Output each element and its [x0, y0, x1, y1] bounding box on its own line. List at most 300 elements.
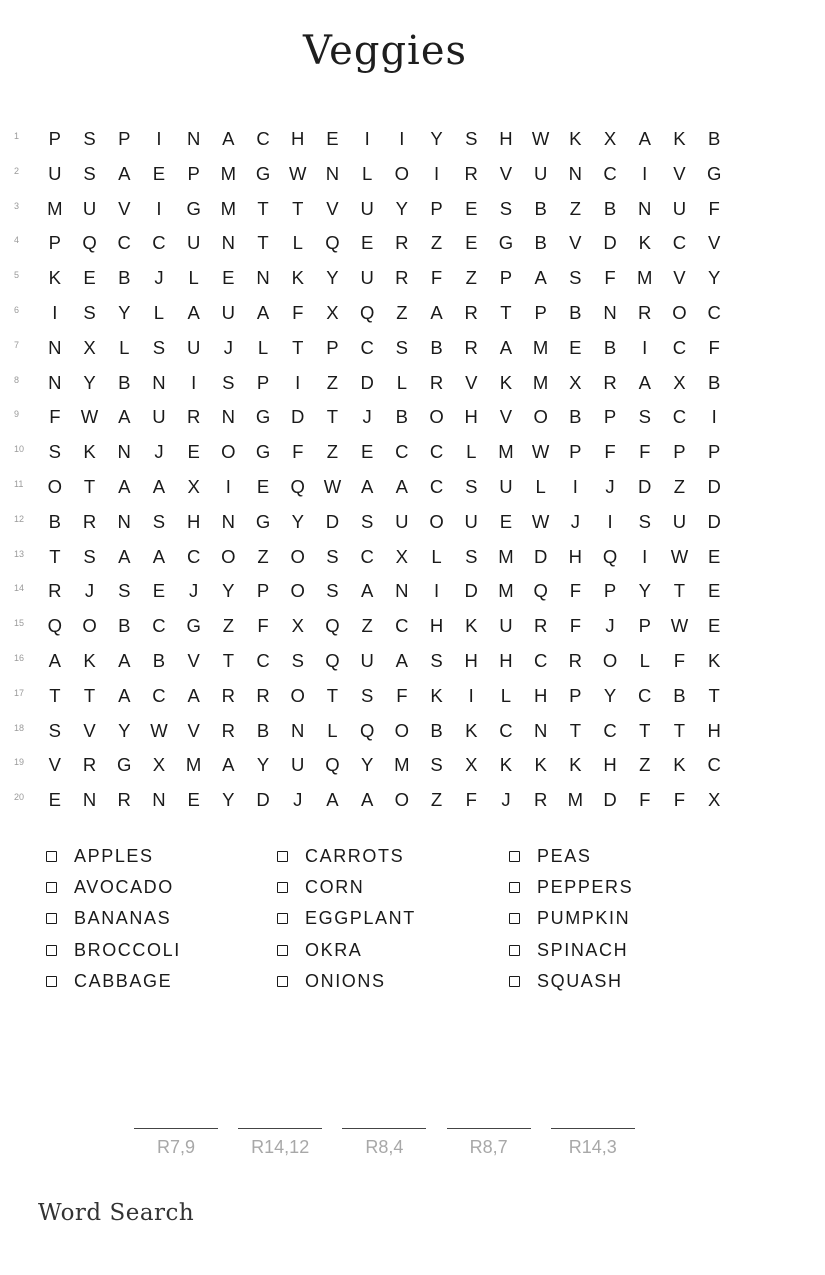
grid-letter[interactable]: B: [118, 267, 131, 289]
grid-letter[interactable]: T: [708, 684, 720, 706]
grid-letter[interactable]: V: [707, 232, 721, 254]
grid-letter[interactable]: S: [152, 510, 166, 532]
grid-letter[interactable]: L: [466, 441, 477, 463]
word-checkbox[interactable]: [509, 976, 520, 987]
grid-letter[interactable]: P: [326, 336, 339, 358]
grid-letter[interactable]: X: [395, 545, 409, 567]
grid-letter[interactable]: Y: [222, 580, 235, 602]
grid-letter[interactable]: E: [152, 580, 166, 602]
grid-letter[interactable]: A: [360, 476, 374, 497]
grid-letter[interactable]: R: [82, 510, 97, 532]
grid-letter[interactable]: S: [499, 197, 513, 219]
grid-letter[interactable]: P: [256, 580, 270, 602]
grid-letter[interactable]: A: [187, 684, 200, 706]
grid-letter[interactable]: M: [532, 371, 549, 393]
grid-letter[interactable]: B: [430, 719, 443, 741]
grid-letter[interactable]: E: [360, 441, 374, 463]
grid-letter[interactable]: G: [255, 510, 271, 532]
word-checkbox[interactable]: [509, 882, 520, 893]
grid-letter[interactable]: B: [569, 302, 582, 323]
grid-letter[interactable]: U: [464, 510, 478, 532]
grid-letter[interactable]: V: [499, 406, 513, 428]
grid-letter[interactable]: K: [673, 754, 686, 776]
grid-letter[interactable]: T: [257, 197, 269, 219]
grid-letter[interactable]: G: [117, 754, 132, 776]
grid-letter[interactable]: A: [222, 754, 235, 776]
grid-letter[interactable]: W: [80, 406, 99, 428]
grid-letter[interactable]: B: [673, 684, 686, 706]
grid-letter[interactable]: X: [291, 615, 304, 637]
grid-letter[interactable]: U: [672, 197, 687, 219]
grid-letter[interactable]: W: [531, 128, 550, 149]
grid-letter[interactable]: C: [256, 650, 270, 671]
grid-letter[interactable]: U: [221, 302, 236, 323]
grid-letter[interactable]: A: [222, 128, 235, 149]
grid-letter[interactable]: S: [83, 162, 96, 184]
grid-letter[interactable]: Z: [465, 267, 477, 289]
grid-letter[interactable]: X: [707, 789, 721, 811]
grid-letter[interactable]: B: [569, 406, 582, 428]
grid-letter[interactable]: V: [118, 197, 131, 219]
grid-letter[interactable]: L: [639, 650, 650, 671]
grid-letter[interactable]: M: [394, 754, 410, 776]
grid-letter[interactable]: X: [569, 371, 582, 393]
grid-letter[interactable]: U: [533, 162, 548, 184]
grid-letter[interactable]: C: [395, 615, 409, 637]
grid-letter[interactable]: P: [569, 441, 582, 463]
grid-letter[interactable]: N: [152, 789, 166, 811]
grid-letter[interactable]: O: [82, 615, 97, 637]
grid-letter[interactable]: U: [48, 162, 62, 184]
grid-letter[interactable]: W: [289, 162, 307, 184]
grid-letter[interactable]: U: [152, 406, 166, 428]
grid-letter[interactable]: M: [47, 197, 63, 219]
grid-letter[interactable]: P: [707, 441, 721, 463]
grid-letter[interactable]: F: [430, 267, 443, 289]
grid-letter[interactable]: C: [395, 441, 409, 463]
grid-letter[interactable]: U: [360, 197, 374, 219]
grid-letter[interactable]: Q: [325, 650, 340, 671]
grid-letter[interactable]: W: [670, 545, 689, 567]
grid-letter[interactable]: L: [396, 371, 407, 393]
grid-letter[interactable]: S: [430, 754, 443, 776]
grid-letter[interactable]: W: [323, 476, 342, 497]
grid-letter[interactable]: V: [326, 197, 339, 219]
grid-letter[interactable]: Z: [326, 441, 339, 463]
grid-letter[interactable]: T: [83, 476, 96, 497]
grid-letter[interactable]: C: [429, 441, 444, 463]
grid-letter[interactable]: F: [604, 267, 616, 289]
answer-blank[interactable]: [551, 1128, 635, 1158]
grid-letter[interactable]: A: [152, 476, 166, 497]
word-checkbox[interactable]: [277, 851, 288, 862]
grid-letter[interactable]: D: [638, 476, 652, 497]
grid-letter[interactable]: R: [603, 371, 617, 393]
grid-letter[interactable]: C: [152, 232, 166, 254]
grid-letter[interactable]: F: [708, 197, 720, 219]
grid-letter[interactable]: O: [290, 545, 305, 567]
grid-letter[interactable]: J: [154, 267, 164, 289]
grid-letter[interactable]: I: [156, 197, 162, 219]
grid-letter[interactable]: R: [221, 684, 236, 706]
grid-letter[interactable]: X: [673, 371, 686, 393]
grid-letter[interactable]: E: [326, 128, 339, 149]
grid-letter[interactable]: E: [187, 789, 200, 811]
grid-letter[interactable]: N: [186, 128, 201, 149]
grid-letter[interactable]: K: [83, 650, 96, 671]
grid-letter[interactable]: I: [433, 580, 440, 602]
grid-letter[interactable]: B: [395, 406, 409, 428]
word-checkbox[interactable]: [46, 913, 57, 924]
grid-letter[interactable]: E: [499, 510, 513, 532]
grid-letter[interactable]: J: [501, 789, 511, 811]
answer-blank[interactable]: [447, 1128, 531, 1158]
grid-letter[interactable]: Z: [673, 476, 686, 497]
grid-letter[interactable]: S: [360, 510, 374, 532]
grid-letter[interactable]: U: [499, 615, 513, 637]
grid-letter[interactable]: C: [429, 476, 444, 497]
grid-letter[interactable]: K: [499, 371, 513, 393]
grid-letter[interactable]: M: [220, 197, 237, 219]
grid-letter[interactable]: S: [83, 545, 96, 567]
grid-letter[interactable]: X: [603, 128, 617, 149]
grid-letter[interactable]: A: [118, 476, 131, 497]
grid-letter[interactable]: R: [117, 789, 131, 811]
grid-letter[interactable]: A: [118, 650, 131, 671]
grid-letter[interactable]: X: [83, 336, 96, 358]
grid-letter[interactable]: U: [395, 510, 409, 532]
grid-letter[interactable]: O: [394, 162, 410, 184]
grid-letter[interactable]: N: [603, 302, 617, 323]
grid-letter[interactable]: A: [360, 789, 374, 811]
grid-letter[interactable]: W: [670, 615, 689, 637]
grid-letter[interactable]: F: [49, 406, 61, 428]
grid-letter[interactable]: E: [707, 580, 721, 602]
grid-letter[interactable]: Q: [82, 232, 97, 254]
word-checkbox[interactable]: [46, 882, 57, 893]
grid-letter[interactable]: F: [292, 441, 304, 463]
grid-letter[interactable]: H: [603, 754, 617, 776]
grid-letter[interactable]: Y: [395, 197, 409, 219]
grid-letter[interactable]: Y: [430, 128, 443, 149]
grid-letter[interactable]: H: [707, 719, 721, 741]
grid-letter[interactable]: I: [468, 684, 474, 706]
word-checkbox[interactable]: [46, 851, 57, 862]
grid-letter[interactable]: U: [360, 267, 374, 289]
grid-letter[interactable]: Y: [291, 510, 304, 532]
grid-letter[interactable]: I: [52, 302, 58, 323]
grid-letter[interactable]: I: [156, 128, 162, 149]
grid-letter[interactable]: U: [82, 197, 97, 219]
grid-letter[interactable]: F: [569, 615, 581, 637]
grid-letter[interactable]: D: [291, 406, 305, 428]
grid-letter[interactable]: R: [533, 789, 548, 811]
grid-letter[interactable]: X: [465, 754, 478, 776]
grid-letter[interactable]: T: [49, 545, 61, 567]
grid-letter[interactable]: K: [430, 684, 443, 706]
grid-letter[interactable]: N: [638, 197, 652, 219]
grid-letter[interactable]: P: [499, 267, 513, 289]
grid-letter[interactable]: Q: [47, 615, 63, 637]
grid-letter[interactable]: I: [225, 476, 231, 497]
grid-letter[interactable]: B: [534, 232, 547, 254]
grid-letter[interactable]: X: [187, 476, 200, 497]
grid-letter[interactable]: S: [638, 406, 651, 428]
grid-letter[interactable]: U: [291, 754, 305, 776]
grid-letter[interactable]: P: [48, 128, 62, 149]
grid-letter[interactable]: J: [84, 580, 95, 602]
grid-letter[interactable]: S: [430, 650, 443, 671]
grid-letter[interactable]: L: [119, 336, 130, 358]
grid-letter[interactable]: Q: [359, 302, 375, 323]
grid-letter[interactable]: S: [465, 128, 478, 149]
grid-letter[interactable]: T: [222, 650, 234, 671]
grid-letter[interactable]: P: [603, 580, 617, 602]
grid-letter[interactable]: V: [673, 267, 686, 289]
grid-letter[interactable]: N: [221, 510, 236, 532]
grid-letter[interactable]: R: [464, 162, 478, 184]
grid-letter[interactable]: G: [255, 162, 271, 184]
grid-letter[interactable]: I: [607, 510, 613, 532]
grid-letter[interactable]: F: [292, 302, 304, 323]
word-checkbox[interactable]: [277, 976, 288, 987]
grid-letter[interactable]: A: [638, 128, 651, 149]
word-checkbox[interactable]: [509, 913, 520, 924]
grid-letter[interactable]: B: [603, 336, 617, 358]
grid-letter[interactable]: R: [395, 232, 409, 254]
grid-letter[interactable]: O: [394, 789, 410, 811]
grid-letter[interactable]: F: [639, 441, 651, 463]
grid-letter[interactable]: Z: [639, 754, 651, 776]
grid-letter[interactable]: M: [185, 754, 202, 776]
grid-letter[interactable]: H: [568, 545, 583, 567]
grid-letter[interactable]: K: [569, 754, 582, 776]
grid-letter[interactable]: J: [605, 615, 615, 637]
grid-letter[interactable]: C: [603, 162, 617, 184]
grid-letter[interactable]: P: [673, 441, 686, 463]
grid-letter[interactable]: S: [326, 545, 339, 567]
grid-letter[interactable]: Q: [325, 232, 340, 254]
grid-letter[interactable]: A: [326, 789, 339, 811]
grid-letter[interactable]: I: [642, 545, 648, 567]
grid-letter[interactable]: O: [47, 476, 63, 497]
grid-letter[interactable]: N: [152, 371, 166, 393]
grid-letter[interactable]: B: [152, 650, 166, 671]
grid-letter[interactable]: K: [465, 719, 478, 741]
grid-letter[interactable]: S: [638, 510, 651, 532]
grid-letter[interactable]: A: [118, 406, 131, 428]
grid-letter[interactable]: H: [429, 615, 444, 637]
grid-letter[interactable]: R: [568, 650, 583, 671]
grid-letter[interactable]: Q: [359, 719, 375, 741]
grid-letter[interactable]: Z: [222, 615, 234, 637]
grid-letter[interactable]: B: [48, 510, 62, 532]
grid-letter[interactable]: N: [221, 232, 236, 254]
grid-letter[interactable]: O: [290, 580, 305, 602]
grid-letter[interactable]: W: [150, 719, 168, 741]
grid-letter[interactable]: M: [498, 580, 514, 602]
grid-letter[interactable]: R: [464, 302, 478, 323]
grid-letter[interactable]: H: [464, 406, 478, 428]
grid-letter[interactable]: F: [569, 580, 581, 602]
grid-letter[interactable]: Q: [533, 580, 548, 602]
grid-letter[interactable]: S: [326, 580, 339, 602]
grid-letter[interactable]: A: [187, 302, 200, 323]
grid-letter[interactable]: S: [291, 650, 304, 671]
grid-letter[interactable]: I: [364, 128, 370, 149]
grid-letter[interactable]: O: [221, 545, 236, 567]
grid-letter[interactable]: D: [707, 476, 721, 497]
grid-letter[interactable]: C: [672, 406, 687, 428]
grid-letter[interactable]: D: [603, 232, 617, 254]
grid-letter[interactable]: G: [255, 406, 271, 428]
grid-letter[interactable]: R: [186, 406, 201, 428]
grid-letter[interactable]: C: [186, 545, 201, 567]
grid-letter[interactable]: T: [292, 197, 304, 219]
grid-letter[interactable]: B: [118, 615, 131, 637]
grid-letter[interactable]: G: [255, 441, 271, 463]
grid-letter[interactable]: H: [464, 650, 478, 671]
grid-letter[interactable]: O: [429, 510, 444, 532]
grid-letter[interactable]: C: [360, 545, 374, 567]
grid-letter[interactable]: Z: [326, 371, 339, 393]
grid-letter[interactable]: I: [642, 162, 648, 184]
grid-letter[interactable]: F: [604, 441, 616, 463]
grid-letter[interactable]: E: [707, 545, 721, 567]
grid-letter[interactable]: K: [534, 754, 547, 776]
grid-letter[interactable]: L: [535, 476, 546, 497]
grid-letter[interactable]: O: [672, 302, 687, 323]
grid-letter[interactable]: V: [499, 162, 513, 184]
grid-letter[interactable]: N: [48, 371, 62, 393]
grid-letter[interactable]: K: [569, 128, 582, 149]
grid-letter[interactable]: V: [569, 232, 582, 254]
grid-letter[interactable]: Y: [118, 719, 131, 741]
grid-letter[interactable]: M: [498, 545, 514, 567]
grid-letter[interactable]: S: [83, 302, 96, 323]
grid-letter[interactable]: S: [569, 267, 582, 289]
grid-letter[interactable]: T: [673, 580, 686, 602]
grid-letter[interactable]: C: [672, 336, 687, 358]
grid-letter[interactable]: S: [465, 476, 478, 497]
grid-letter[interactable]: A: [499, 336, 513, 358]
grid-letter[interactable]: Q: [325, 754, 340, 776]
grid-letter[interactable]: B: [256, 719, 270, 741]
grid-letter[interactable]: L: [327, 719, 338, 741]
grid-letter[interactable]: V: [673, 162, 686, 184]
grid-letter[interactable]: F: [465, 789, 477, 811]
grid-letter[interactable]: F: [673, 789, 686, 811]
grid-letter[interactable]: I: [433, 162, 440, 184]
grid-letter[interactable]: B: [707, 128, 721, 149]
grid-letter[interactable]: V: [187, 719, 200, 741]
grid-letter[interactable]: K: [465, 615, 478, 637]
grid-letter[interactable]: N: [117, 441, 131, 463]
grid-letter[interactable]: M: [637, 267, 653, 289]
answer-blank[interactable]: [342, 1128, 426, 1158]
grid-letter[interactable]: C: [603, 719, 617, 741]
grid-letter[interactable]: L: [361, 162, 373, 184]
grid-letter[interactable]: G: [498, 232, 514, 254]
grid-letter[interactable]: A: [534, 267, 547, 289]
grid-letter[interactable]: D: [533, 545, 548, 567]
grid-letter[interactable]: M: [498, 441, 514, 463]
grid-letter[interactable]: A: [48, 650, 62, 671]
grid-letter[interactable]: F: [708, 336, 720, 358]
grid-letter[interactable]: S: [152, 336, 166, 358]
grid-letter[interactable]: M: [532, 336, 549, 358]
grid-letter[interactable]: W: [531, 510, 550, 532]
grid-letter[interactable]: D: [464, 580, 478, 602]
grid-letter[interactable]: C: [152, 615, 166, 637]
grid-letter[interactable]: Z: [430, 789, 443, 811]
grid-letter[interactable]: Z: [396, 302, 408, 323]
grid-letter[interactable]: P: [430, 197, 443, 219]
grid-letter[interactable]: E: [256, 476, 270, 497]
grid-letter[interactable]: S: [48, 441, 62, 463]
grid-letter[interactable]: Y: [83, 371, 96, 393]
grid-letter[interactable]: K: [48, 267, 62, 289]
grid-letter[interactable]: Q: [325, 615, 340, 637]
grid-letter[interactable]: S: [222, 371, 235, 393]
grid-letter[interactable]: A: [152, 545, 166, 567]
grid-letter[interactable]: H: [186, 510, 201, 532]
grid-letter[interactable]: J: [189, 580, 199, 602]
grid-letter[interactable]: L: [257, 336, 269, 358]
grid-letter[interactable]: D: [360, 371, 374, 393]
grid-letter[interactable]: M: [567, 789, 584, 811]
grid-letter[interactable]: G: [706, 162, 722, 184]
grid-letter[interactable]: E: [83, 267, 96, 289]
grid-letter[interactable]: Z: [430, 232, 443, 254]
grid-letter[interactable]: N: [221, 406, 236, 428]
grid-letter[interactable]: J: [605, 476, 615, 497]
grid-letter[interactable]: E: [48, 789, 62, 811]
grid-letter[interactable]: F: [396, 684, 408, 706]
grid-letter[interactable]: N: [395, 580, 409, 602]
word-checkbox[interactable]: [277, 882, 288, 893]
grid-letter[interactable]: O: [429, 406, 444, 428]
word-checkbox[interactable]: [277, 945, 288, 956]
grid-letter[interactable]: P: [569, 684, 582, 706]
grid-letter[interactable]: F: [639, 789, 651, 811]
grid-letter[interactable]: G: [186, 197, 201, 219]
grid-letter[interactable]: T: [569, 719, 581, 741]
grid-letter[interactable]: A: [118, 162, 131, 184]
grid-letter[interactable]: C: [672, 232, 687, 254]
grid-letter[interactable]: A: [430, 302, 443, 323]
grid-letter[interactable]: A: [638, 371, 651, 393]
grid-letter[interactable]: T: [257, 232, 269, 254]
grid-letter[interactable]: E: [187, 441, 200, 463]
grid-letter[interactable]: N: [117, 510, 131, 532]
grid-letter[interactable]: T: [639, 719, 651, 741]
grid-letter[interactable]: A: [256, 302, 270, 323]
grid-letter[interactable]: S: [48, 719, 62, 741]
grid-letter[interactable]: P: [118, 128, 131, 149]
grid-letter[interactable]: R: [464, 336, 478, 358]
grid-letter[interactable]: F: [257, 615, 269, 637]
grid-letter[interactable]: A: [395, 650, 409, 671]
grid-letter[interactable]: U: [186, 232, 201, 254]
grid-letter[interactable]: N: [82, 789, 97, 811]
grid-letter[interactable]: C: [256, 128, 270, 149]
grid-letter[interactable]: K: [673, 128, 686, 149]
grid-letter[interactable]: B: [534, 197, 547, 219]
grid-letter[interactable]: E: [465, 232, 478, 254]
grid-letter[interactable]: S: [465, 545, 478, 567]
grid-letter[interactable]: N: [48, 336, 62, 358]
